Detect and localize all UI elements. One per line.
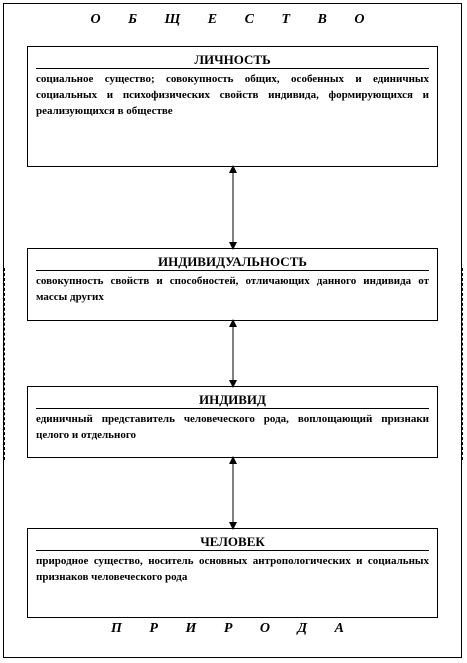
society-label: О Б Щ Е С Т В О	[90, 12, 377, 27]
individuality-definition: совокупность свойств и способностей, отличающих данного индивида от массы других	[36, 275, 429, 303]
individual-definition: единичный представитель человеческого рода, воплощающий признаки целого и отдельного	[36, 413, 429, 441]
nature-label: П Р И Р О Д А	[111, 621, 356, 636]
human-title: ЧЕЛОВЕК	[36, 529, 429, 551]
personality-definition: социальное существо; совокупность общих, особенных и единичных социальных и психофизических свойств индивида, формирующихся и реализующихся в обществе	[36, 73, 429, 117]
human-definition: природное существо, носитель основных антропологических и социальных признаков человеческого рода	[36, 555, 429, 583]
personality-title: ЛИЧНОСТЬ	[36, 47, 429, 69]
individual-title: ИНДИВИД	[36, 387, 429, 409]
individuality-title: ИНДИВИДУАЛЬНОСТЬ	[36, 249, 429, 271]
